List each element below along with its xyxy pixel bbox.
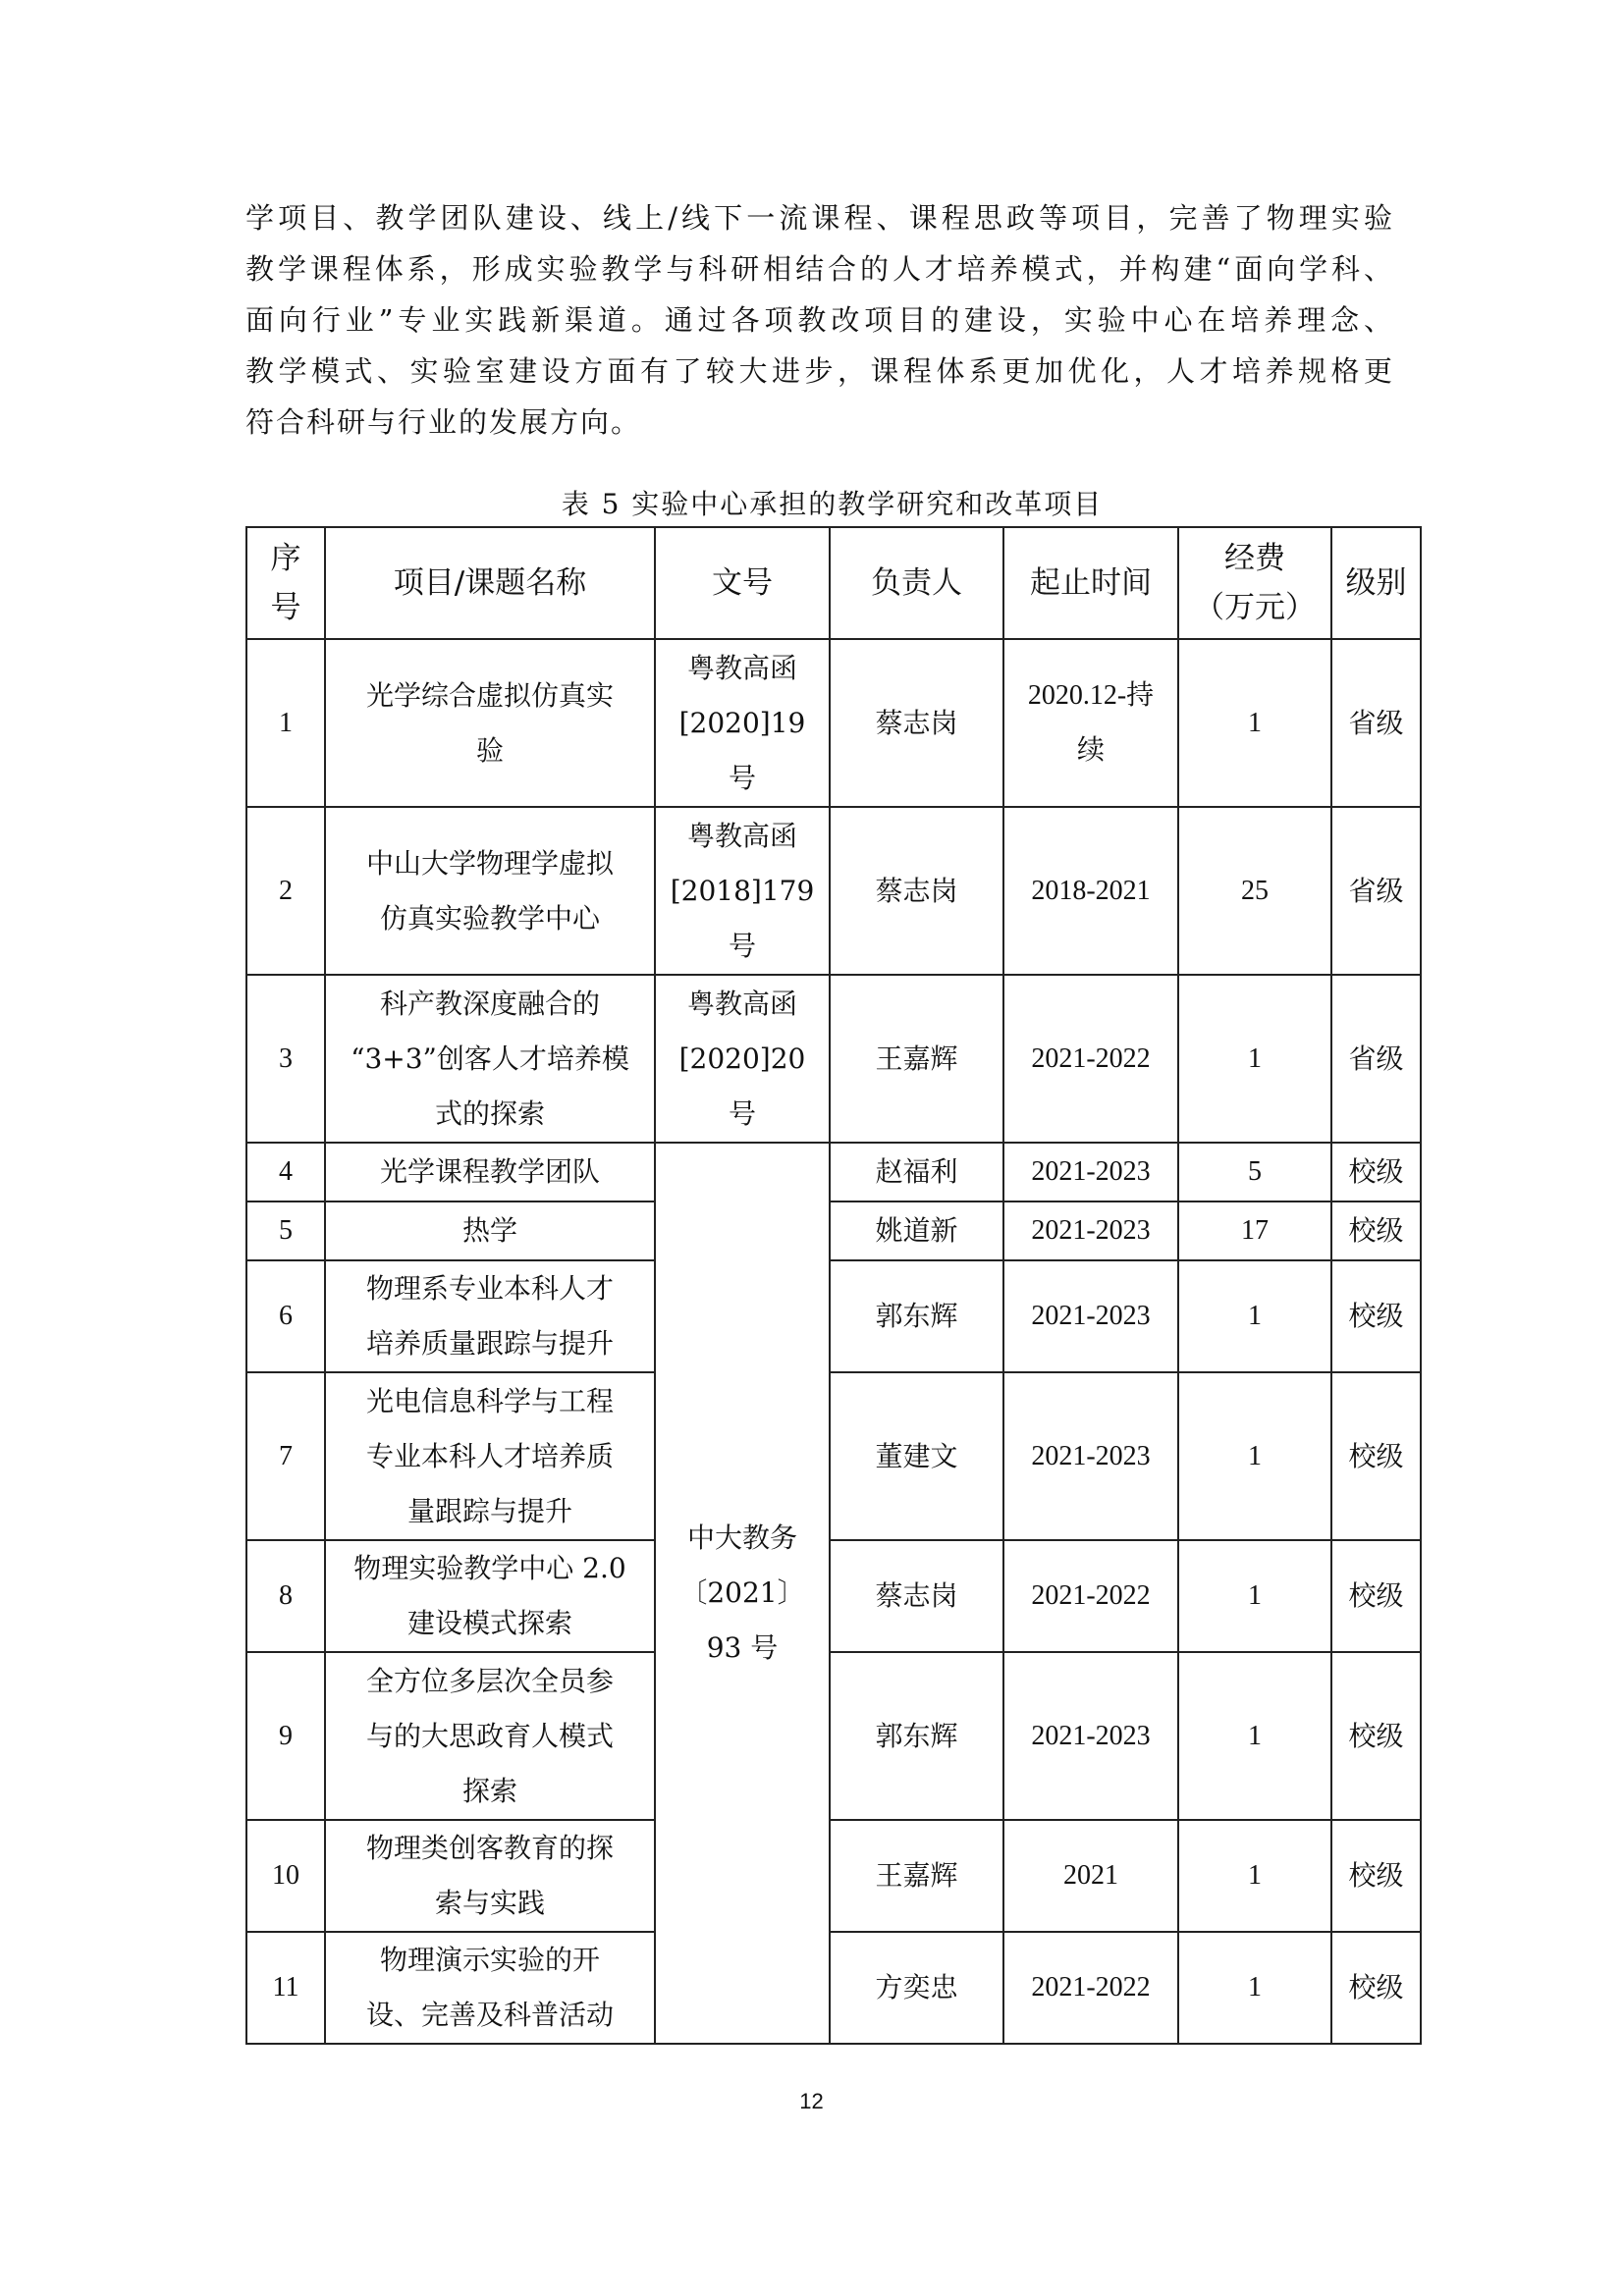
cell-funding: 1 — [1178, 975, 1331, 1143]
cell-level: 校级 — [1331, 1540, 1421, 1652]
cell-seq: 10 — [246, 1820, 325, 1932]
cell-period: 2021-2023 — [1003, 1372, 1178, 1540]
cell-leader: 董建文 — [830, 1372, 1003, 1540]
cell-period: 2020.12-持 续 — [1003, 639, 1178, 807]
cell-funding: 17 — [1178, 1201, 1331, 1260]
cell-seq: 1 — [246, 639, 325, 807]
table-row — [246, 1820, 1421, 1932]
cell-name: 全方位多层次全员参 与的大思政育人模式 探索 — [325, 1652, 655, 1820]
cell-doc: 粤教高函 [2018]179 号 — [655, 807, 830, 975]
cell-seq: 8 — [246, 1540, 325, 1652]
cell-leader: 王嘉辉 — [830, 975, 1003, 1143]
cell-seq: 5 — [246, 1201, 325, 1260]
cell-funding: 1 — [1178, 639, 1331, 807]
cell-funding: 25 — [1178, 807, 1331, 975]
body-paragraph — [245, 192, 1394, 448]
cell-level: 省级 — [1331, 639, 1421, 807]
cell-period: 2021-2023 — [1003, 1260, 1178, 1372]
page-number: 12 — [799, 2089, 824, 2113]
cell-leader: 方奕忠 — [830, 1932, 1003, 2044]
table-row — [246, 1372, 1421, 1540]
cell-level: 校级 — [1331, 1932, 1421, 2044]
cell-seq: 4 — [246, 1143, 325, 1201]
cell-name: 物理实验教学中心 2.0 建设模式探索 — [325, 1540, 655, 1652]
cell-leader: 姚道新 — [830, 1201, 1003, 1260]
cell-period: 2021-2023 — [1003, 1201, 1178, 1260]
header-funding: 经费 （万元） — [1178, 527, 1331, 639]
cell-seq: 3 — [246, 975, 325, 1143]
header-doc: 文号 — [655, 527, 830, 639]
cell-doc-shared: 中大教务 〔2021〕 93 号 — [655, 1143, 830, 2044]
cell-funding: 1 — [1178, 1260, 1331, 1372]
cell-leader: 王嘉辉 — [830, 1820, 1003, 1932]
cell-doc: 粤教高函 [2020]19 号 — [655, 639, 830, 807]
cell-funding: 1 — [1178, 1820, 1331, 1932]
cell-seq: 9 — [246, 1652, 325, 1820]
cell-period: 2018-2021 — [1003, 807, 1178, 975]
cell-seq: 7 — [246, 1372, 325, 1540]
cell-level: 省级 — [1331, 975, 1421, 1143]
cell-funding: 1 — [1178, 1652, 1331, 1820]
projects-table — [245, 526, 1422, 2045]
header-leader: 负责人 — [830, 527, 1003, 639]
table-row — [246, 1260, 1421, 1372]
cell-funding: 1 — [1178, 1372, 1331, 1540]
cell-period: 2021-2023 — [1003, 1143, 1178, 1201]
cell-period: 2021-2022 — [1003, 1540, 1178, 1652]
cell-seq: 2 — [246, 807, 325, 975]
cell-level: 校级 — [1331, 1820, 1421, 1932]
table-row — [246, 1652, 1421, 1820]
cell-seq: 6 — [246, 1260, 325, 1372]
cell-period: 2021 — [1003, 1820, 1178, 1932]
paragraph-line: 面向行业”专业实践新渠道。通过各项教改项目的建设，实验中心在培养理念、 — [245, 303, 1394, 337]
cell-period: 2021-2023 — [1003, 1652, 1178, 1820]
cell-name: 物理系专业本科人才 培养质量跟踪与提升 — [325, 1260, 655, 1372]
cell-leader: 郭东辉 — [830, 1652, 1003, 1820]
cell-funding: 5 — [1178, 1143, 1331, 1201]
cell-level: 校级 — [1331, 1372, 1421, 1540]
table-row — [246, 1932, 1421, 2044]
cell-funding: 1 — [1178, 1932, 1331, 2044]
cell-name: 物理演示实验的开 设、完善及科普活动 — [325, 1932, 655, 2044]
cell-level: 校级 — [1331, 1652, 1421, 1820]
cell-leader: 赵福利 — [830, 1143, 1003, 1201]
table-caption: 表 5 实验中心承担的教学研究和改革项目 — [561, 488, 1104, 520]
header-name: 项目/课题名称 — [325, 527, 655, 639]
paragraph-line: 学项目、教学团队建设、线上/线下一流课程、课程思政等项目，完善了物理实验 — [245, 201, 1394, 235]
table-row — [246, 639, 1421, 807]
paragraph-line: 符合科研与行业的发展方向。 — [245, 405, 642, 439]
cell-level: 校级 — [1331, 1260, 1421, 1372]
cell-name: 光电信息科学与工程 专业本科人才培养质 量跟踪与提升 — [325, 1372, 655, 1540]
table-row — [246, 1201, 1421, 1260]
cell-seq: 11 — [246, 1932, 325, 2044]
paragraph-line: 教学模式、实验室建设方面有了较大进步，课程体系更加优化，人才培养规格更 — [245, 354, 1394, 388]
table-row — [246, 1540, 1421, 1652]
header-period: 起止时间 — [1003, 527, 1178, 639]
cell-leader: 蔡志岗 — [830, 807, 1003, 975]
cell-funding: 1 — [1178, 1540, 1331, 1652]
cell-level: 校级 — [1331, 1143, 1421, 1201]
cell-name: 热学 — [325, 1201, 655, 1260]
cell-doc: 粤教高函 [2020]20 号 — [655, 975, 830, 1143]
cell-leader: 蔡志岗 — [830, 639, 1003, 807]
header-level: 级别 — [1331, 527, 1421, 639]
table-row — [246, 1143, 1421, 1201]
cell-name: 物理类创客教育的探 索与实践 — [325, 1820, 655, 1932]
cell-period: 2021-2022 — [1003, 975, 1178, 1143]
cell-period: 2021-2022 — [1003, 1932, 1178, 2044]
cell-name: 光学课程教学团队 — [325, 1143, 655, 1201]
table-row — [246, 975, 1421, 1143]
cell-leader: 蔡志岗 — [830, 1540, 1003, 1652]
paragraph-line: 教学课程体系，形成实验教学与科研相结合的人才培养模式，并构建“面向学科、 — [245, 252, 1394, 286]
cell-name: 光学综合虚拟仿真实 验 — [325, 639, 655, 807]
cell-leader: 郭东辉 — [830, 1260, 1003, 1372]
header-seq: 序 号 — [246, 527, 325, 639]
table-row — [246, 807, 1421, 975]
cell-level: 省级 — [1331, 807, 1421, 975]
cell-name: 中山大学物理学虚拟 仿真实验教学中心 — [325, 807, 655, 975]
cell-name: 科产教深度融合的 “3+3”创客人才培养模 式的探索 — [325, 975, 655, 1143]
cell-level: 校级 — [1331, 1201, 1421, 1260]
